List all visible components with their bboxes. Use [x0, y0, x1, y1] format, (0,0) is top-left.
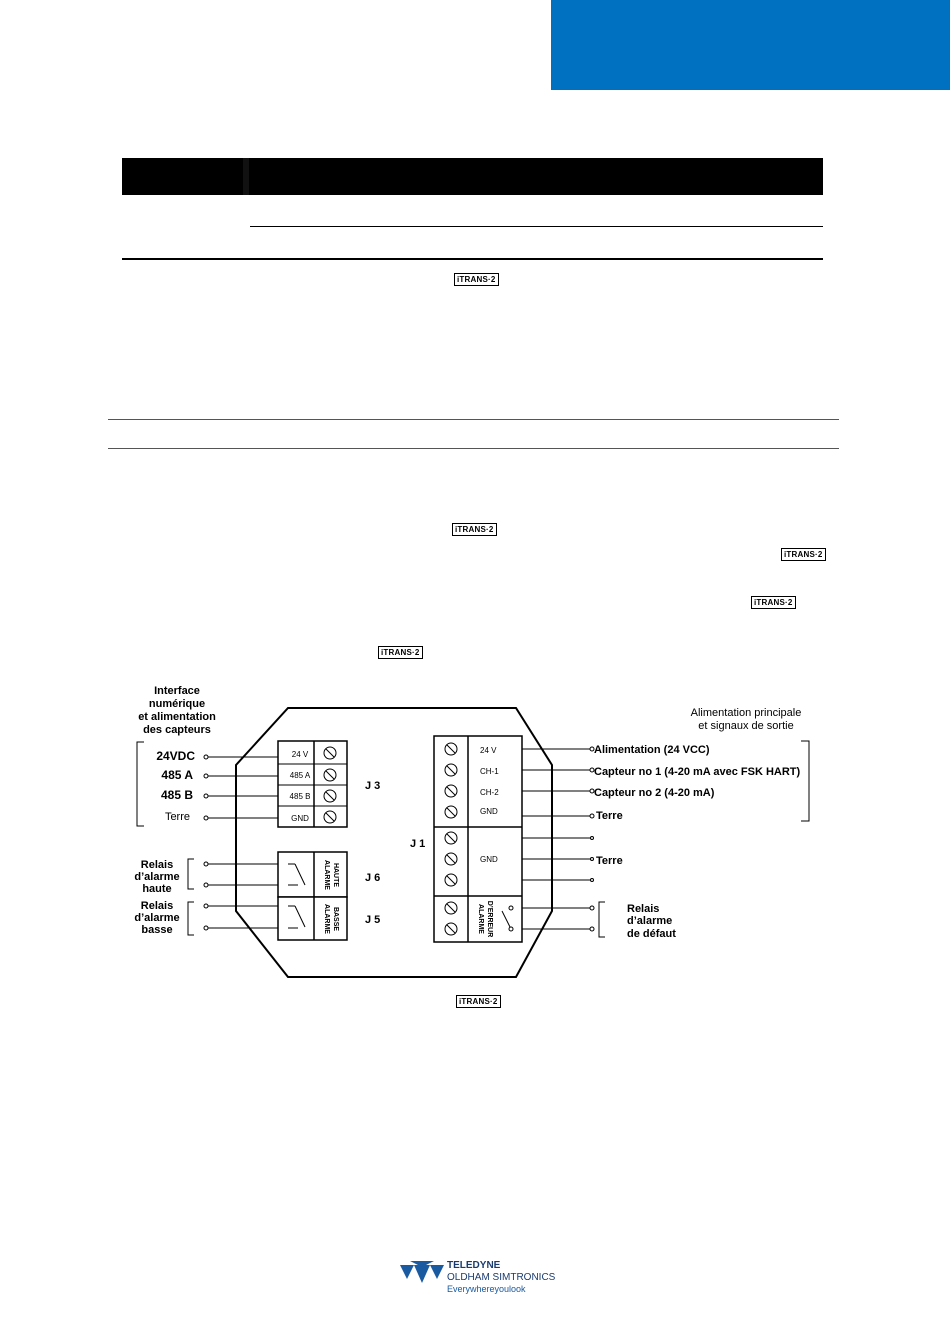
left-label-485a: 485 A: [161, 768, 193, 782]
j1-label: J 1: [410, 838, 426, 850]
j3-label: J 3: [365, 780, 381, 792]
itrans2-logo-inline: iTRANS·2: [456, 995, 501, 1008]
right-bracket: [801, 741, 809, 821]
right-title-line-2: et signaux de sortie: [698, 720, 794, 732]
relay-high-line-1: Relais: [140, 859, 174, 871]
header-bar: [122, 158, 823, 195]
tagline: Everywhereyoulook: [447, 1284, 526, 1294]
left-label-24vdc: 24VDC: [156, 749, 195, 763]
right-title-line-1: Alimentation principale: [690, 707, 802, 719]
j1-pin-gnd: GND: [480, 807, 498, 816]
corner-accent-block: [551, 0, 950, 90]
relay-high-line-2: d’alarme: [134, 871, 180, 883]
itrans2-logo-inline: iTRANS·2: [751, 596, 796, 609]
company-name-line-1: TELEDYNE: [447, 1260, 501, 1271]
right-label-power: Alimentation (24 VCC): [594, 744, 710, 756]
j1-pin-ch2: CH-2: [480, 788, 499, 797]
left-label-485b: 485 B: [160, 788, 193, 802]
itrans2-logo-inline: iTRANS·2: [454, 273, 499, 286]
j1-pin-ch1: CH-1: [480, 767, 499, 776]
header-rule-thin: [250, 226, 823, 227]
fault-relay-line-1: Relais: [627, 903, 660, 915]
j5-text-line-1: ALARME: [323, 904, 330, 934]
relay-low-line-1: Relais: [140, 900, 174, 912]
fault-relay-line-3: de défaut: [627, 928, 676, 940]
j3-pin-gnd: GND: [291, 814, 309, 823]
j6-text-line-2: HAUTE: [332, 862, 339, 888]
left-title-line-2: numérique: [148, 698, 206, 710]
header-bar-divider: [243, 158, 249, 195]
teledyne-logo: [400, 1259, 560, 1299]
right-label-terre-2: Terre: [596, 855, 623, 867]
j1-gnd-group: GND: [480, 855, 498, 864]
relay-high-line-3: haute: [142, 883, 172, 895]
j5-text-line-2: BASSE: [332, 906, 339, 932]
teledyne-emblem-icon: [400, 1261, 444, 1287]
itrans2-logo-inline: iTRANS·2: [781, 548, 826, 561]
j1-pin-24v: 24 V: [480, 746, 497, 755]
itrans2-logo-inline: iTRANS·2: [378, 646, 423, 659]
right-label-sensor-2: Capteur no 2 (4-20 mA): [594, 787, 715, 799]
j3-pin-485b: 485 B: [289, 792, 311, 801]
header-rule-thick: [122, 258, 823, 260]
left-title-line-3: et alimentation: [138, 711, 216, 723]
left-bracket: [137, 742, 144, 826]
j6-label: J 6: [365, 872, 381, 884]
j1-error-line-1: ALARME: [477, 904, 484, 934]
itrans2-logo-inline: iTRANS·2: [452, 523, 497, 536]
fault-relay-line-2: d’alarme: [627, 915, 673, 927]
section-rule-top: [108, 419, 839, 420]
j3-pin-24v: 24 V: [291, 750, 309, 759]
j5-label: J 5: [365, 914, 381, 926]
left-label-terre: Terre: [164, 811, 190, 823]
j1-error-line-2: D’ERREUR: [486, 900, 493, 938]
relay-low-line-2: d’alarme: [134, 912, 180, 924]
right-label-terre-1: Terre: [596, 810, 623, 822]
relay-low-line-3: basse: [141, 924, 173, 936]
section-rule-bottom: [108, 448, 839, 449]
left-title-line-4: des capteurs: [143, 724, 211, 736]
j3-terminal-block: [278, 741, 347, 827]
wiring-diagram: [130, 675, 830, 985]
j6-text-line-1: ALARME: [323, 860, 330, 890]
j3-pin-485a: 485 A: [289, 771, 311, 780]
right-label-sensor-1: Capteur no 1 (4-20 mA avec FSK HART): [594, 766, 801, 778]
company-name-line-2: OLDHAM SIMTRONICS: [447, 1272, 556, 1283]
left-title-line-1: Interface: [154, 685, 200, 697]
